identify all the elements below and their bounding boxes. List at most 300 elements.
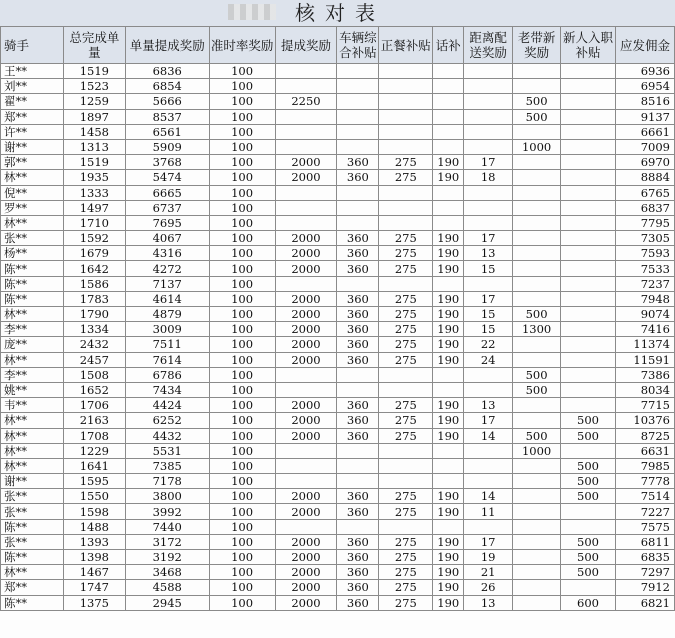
- cell-payable-amount: 7985: [615, 458, 674, 473]
- cell-total-orders: 1586: [63, 276, 125, 291]
- cell-payable-amount: 7533: [615, 261, 674, 276]
- cell-rider-name: 罗**: [1, 200, 64, 215]
- cell-order-commission: 5666: [125, 94, 209, 109]
- cell-newhire-subsidy: [561, 519, 616, 534]
- table-row: [1, 215, 675, 230]
- cell-total-orders: 1897: [63, 109, 125, 124]
- cell-order-commission: 2945: [125, 595, 209, 610]
- cell-distance-bonus: 13: [464, 246, 513, 261]
- cell-phone-subsidy: [433, 474, 464, 489]
- cell-referral-bonus: 1000: [513, 443, 561, 458]
- cell-order-commission: 4614: [125, 291, 209, 306]
- cell-commission-bonus: [275, 519, 337, 534]
- cell-phone-subsidy: [433, 109, 464, 124]
- cell-payable-amount: 7386: [615, 367, 674, 382]
- cell-ontime-bonus: 100: [209, 322, 275, 337]
- cell-meal-subsidy: 275: [379, 155, 433, 170]
- cell-rider-name: 杨**: [1, 246, 64, 261]
- cell-distance-bonus: [464, 367, 513, 382]
- cell-meal-subsidy: [379, 200, 433, 215]
- cell-total-orders: 1393: [63, 534, 125, 549]
- cell-total-orders: 1679: [63, 246, 125, 261]
- cell-meal-subsidy: 275: [379, 291, 433, 306]
- table-row: [1, 64, 675, 79]
- table-row: [1, 155, 675, 170]
- col-header-meal-subsidy: 正餐补贴: [379, 27, 433, 64]
- cell-referral-bonus: [513, 155, 561, 170]
- cell-commission-bonus: 2000: [275, 337, 337, 352]
- cell-commission-bonus: 2000: [275, 246, 337, 261]
- cell-vehicle-subsidy: 360: [337, 428, 379, 443]
- cell-phone-subsidy: [433, 367, 464, 382]
- table-row: [1, 595, 675, 610]
- cell-meal-subsidy: [379, 367, 433, 382]
- table-row: [1, 519, 675, 534]
- cell-meal-subsidy: 275: [379, 565, 433, 580]
- table-row: [1, 246, 675, 261]
- cell-meal-subsidy: [379, 64, 433, 79]
- cell-distance-bonus: [464, 458, 513, 473]
- cell-commission-bonus: [275, 474, 337, 489]
- cell-meal-subsidy: [379, 215, 433, 230]
- cell-referral-bonus: [513, 231, 561, 246]
- cell-vehicle-subsidy: [337, 382, 379, 397]
- cell-commission-bonus: [275, 79, 337, 94]
- cell-meal-subsidy: 275: [379, 595, 433, 610]
- cell-newhire-subsidy: [561, 124, 616, 139]
- cell-order-commission: 6252: [125, 413, 209, 428]
- cell-ontime-bonus: 100: [209, 79, 275, 94]
- cell-distance-bonus: 17: [464, 291, 513, 306]
- cell-meal-subsidy: 275: [379, 337, 433, 352]
- cell-newhire-subsidy: [561, 337, 616, 352]
- cell-rider-name: 林**: [1, 443, 64, 458]
- cell-phone-subsidy: 190: [433, 413, 464, 428]
- cell-total-orders: 1641: [63, 458, 125, 473]
- cell-order-commission: 7614: [125, 352, 209, 367]
- cell-phone-subsidy: 190: [433, 428, 464, 443]
- cell-newhire-subsidy: 500: [561, 565, 616, 580]
- cell-distance-bonus: 24: [464, 352, 513, 367]
- cell-vehicle-subsidy: [337, 200, 379, 215]
- cell-order-commission: 3192: [125, 550, 209, 565]
- cell-ontime-bonus: 100: [209, 580, 275, 595]
- cell-rider-name: 翟**: [1, 94, 64, 109]
- cell-referral-bonus: 500: [513, 382, 561, 397]
- cell-distance-bonus: [464, 519, 513, 534]
- cell-meal-subsidy: [379, 124, 433, 139]
- cell-commission-bonus: [275, 443, 337, 458]
- cell-rider-name: 郑**: [1, 109, 64, 124]
- cell-total-orders: 1652: [63, 382, 125, 397]
- cell-payable-amount: 6936: [615, 64, 674, 79]
- cell-newhire-subsidy: [561, 398, 616, 413]
- cell-newhire-subsidy: 500: [561, 534, 616, 549]
- cell-newhire-subsidy: [561, 261, 616, 276]
- cell-order-commission: 7137: [125, 276, 209, 291]
- cell-newhire-subsidy: [561, 79, 616, 94]
- cell-total-orders: 1710: [63, 215, 125, 230]
- cell-payable-amount: 7009: [615, 139, 674, 154]
- cell-rider-name: 林**: [1, 428, 64, 443]
- cell-rider-name: 林**: [1, 307, 64, 322]
- cell-referral-bonus: [513, 413, 561, 428]
- cell-order-commission: 3992: [125, 504, 209, 519]
- table-row: [1, 79, 675, 94]
- cell-payable-amount: 11374: [615, 337, 674, 352]
- cell-newhire-subsidy: 500: [561, 474, 616, 489]
- cell-payable-amount: 8725: [615, 428, 674, 443]
- cell-ontime-bonus: 100: [209, 246, 275, 261]
- cell-total-orders: 1642: [63, 261, 125, 276]
- cell-meal-subsidy: [379, 139, 433, 154]
- cell-commission-bonus: 2000: [275, 428, 337, 443]
- cell-vehicle-subsidy: [337, 109, 379, 124]
- cell-total-orders: 1519: [63, 155, 125, 170]
- cell-distance-bonus: 19: [464, 550, 513, 565]
- table-row: [1, 458, 675, 473]
- cell-phone-subsidy: [433, 94, 464, 109]
- cell-referral-bonus: 500: [513, 307, 561, 322]
- cell-ontime-bonus: 100: [209, 215, 275, 230]
- cell-distance-bonus: 15: [464, 322, 513, 337]
- cell-commission-bonus: 2000: [275, 534, 337, 549]
- cell-ontime-bonus: 100: [209, 550, 275, 565]
- cell-commission-bonus: 2000: [275, 155, 337, 170]
- cell-total-orders: 1313: [63, 139, 125, 154]
- cell-referral-bonus: [513, 398, 561, 413]
- cell-ontime-bonus: 100: [209, 352, 275, 367]
- cell-meal-subsidy: 275: [379, 428, 433, 443]
- cell-meal-subsidy: 275: [379, 550, 433, 565]
- cell-vehicle-subsidy: [337, 458, 379, 473]
- cell-referral-bonus: [513, 79, 561, 94]
- cell-phone-subsidy: 190: [433, 580, 464, 595]
- cell-payable-amount: 11591: [615, 352, 674, 367]
- cell-payable-amount: 6837: [615, 200, 674, 215]
- cell-rider-name: 倪**: [1, 185, 64, 200]
- cell-referral-bonus: [513, 200, 561, 215]
- cell-meal-subsidy: [379, 185, 433, 200]
- cell-order-commission: 3172: [125, 534, 209, 549]
- cell-vehicle-subsidy: 360: [337, 398, 379, 413]
- table-row: [1, 504, 675, 519]
- cell-newhire-subsidy: [561, 200, 616, 215]
- cell-newhire-subsidy: [561, 382, 616, 397]
- cell-rider-name: 姚**: [1, 382, 64, 397]
- cell-phone-subsidy: [433, 64, 464, 79]
- cell-rider-name: 庞**: [1, 337, 64, 352]
- cell-newhire-subsidy: [561, 139, 616, 154]
- cell-referral-bonus: [513, 246, 561, 261]
- cell-payable-amount: 8884: [615, 170, 674, 185]
- cell-phone-subsidy: 190: [433, 170, 464, 185]
- cell-ontime-bonus: 100: [209, 519, 275, 534]
- cell-total-orders: 1598: [63, 504, 125, 519]
- cell-rider-name: 李**: [1, 367, 64, 382]
- cell-referral-bonus: [513, 519, 561, 534]
- cell-commission-bonus: [275, 382, 337, 397]
- cell-vehicle-subsidy: 360: [337, 580, 379, 595]
- cell-total-orders: 1783: [63, 291, 125, 306]
- cell-distance-bonus: 13: [464, 595, 513, 610]
- cell-rider-name: 陈**: [1, 550, 64, 565]
- cell-newhire-subsidy: [561, 94, 616, 109]
- cell-payable-amount: 7778: [615, 474, 674, 489]
- table-row: [1, 139, 675, 154]
- cell-vehicle-subsidy: [337, 367, 379, 382]
- cell-meal-subsidy: 275: [379, 231, 433, 246]
- cell-vehicle-subsidy: [337, 139, 379, 154]
- cell-vehicle-subsidy: 360: [337, 307, 379, 322]
- cell-referral-bonus: 500: [513, 94, 561, 109]
- cell-referral-bonus: [513, 337, 561, 352]
- col-header-payable: 应发佣金: [615, 27, 674, 64]
- cell-order-commission: 6836: [125, 64, 209, 79]
- cell-total-orders: 1706: [63, 398, 125, 413]
- table-row: [1, 580, 675, 595]
- cell-commission-bonus: [275, 185, 337, 200]
- cell-total-orders: 1458: [63, 124, 125, 139]
- cell-phone-subsidy: 190: [433, 534, 464, 549]
- cell-order-commission: 7434: [125, 382, 209, 397]
- cell-total-orders: 2457: [63, 352, 125, 367]
- cell-order-commission: 6665: [125, 185, 209, 200]
- cell-commission-bonus: [275, 367, 337, 382]
- cell-vehicle-subsidy: 360: [337, 352, 379, 367]
- cell-commission-bonus: 2000: [275, 261, 337, 276]
- cell-commission-bonus: [275, 215, 337, 230]
- cell-order-commission: 7178: [125, 474, 209, 489]
- cell-rider-name: 陈**: [1, 595, 64, 610]
- cell-meal-subsidy: 275: [379, 398, 433, 413]
- cell-distance-bonus: [464, 200, 513, 215]
- table-row: [1, 291, 675, 306]
- cell-vehicle-subsidy: 360: [337, 504, 379, 519]
- cell-referral-bonus: [513, 276, 561, 291]
- cell-payable-amount: 6765: [615, 185, 674, 200]
- cell-vehicle-subsidy: 360: [337, 413, 379, 428]
- cell-distance-bonus: 21: [464, 565, 513, 580]
- cell-distance-bonus: [464, 474, 513, 489]
- cell-ontime-bonus: 100: [209, 474, 275, 489]
- cell-vehicle-subsidy: 360: [337, 231, 379, 246]
- cell-distance-bonus: [464, 185, 513, 200]
- cell-payable-amount: 7715: [615, 398, 674, 413]
- cell-rider-name: 韦**: [1, 398, 64, 413]
- cell-payable-amount: 7948: [615, 291, 674, 306]
- cell-rider-name: 林**: [1, 458, 64, 473]
- cell-newhire-subsidy: 500: [561, 458, 616, 473]
- cell-meal-subsidy: 275: [379, 489, 433, 504]
- cell-newhire-subsidy: 500: [561, 489, 616, 504]
- table-row: [1, 276, 675, 291]
- cell-referral-bonus: 500: [513, 109, 561, 124]
- cell-phone-subsidy: [433, 185, 464, 200]
- cell-ontime-bonus: 100: [209, 504, 275, 519]
- cell-newhire-subsidy: [561, 64, 616, 79]
- cell-meal-subsidy: 275: [379, 413, 433, 428]
- cell-meal-subsidy: 275: [379, 246, 433, 261]
- cell-payable-amount: 7912: [615, 580, 674, 595]
- cell-rider-name: 张**: [1, 489, 64, 504]
- cell-rider-name: 林**: [1, 413, 64, 428]
- cell-order-commission: 6786: [125, 367, 209, 382]
- cell-meal-subsidy: [379, 519, 433, 534]
- cell-meal-subsidy: [379, 382, 433, 397]
- cell-ontime-bonus: 100: [209, 595, 275, 610]
- table-row: [1, 398, 675, 413]
- table-row: [1, 352, 675, 367]
- cell-ontime-bonus: 100: [209, 291, 275, 306]
- cell-total-orders: 1523: [63, 79, 125, 94]
- table-row: [1, 231, 675, 246]
- cell-payable-amount: 6835: [615, 550, 674, 565]
- cell-referral-bonus: [513, 595, 561, 610]
- cell-distance-bonus: 18: [464, 170, 513, 185]
- cell-total-orders: 1334: [63, 322, 125, 337]
- cell-newhire-subsidy: [561, 276, 616, 291]
- cell-newhire-subsidy: [561, 352, 616, 367]
- cell-vehicle-subsidy: [337, 124, 379, 139]
- cell-order-commission: 7385: [125, 458, 209, 473]
- cell-commission-bonus: 2000: [275, 398, 337, 413]
- cell-newhire-subsidy: [561, 443, 616, 458]
- cell-referral-bonus: [513, 170, 561, 185]
- cell-vehicle-subsidy: [337, 185, 379, 200]
- cell-total-orders: 1508: [63, 367, 125, 382]
- table-row: [1, 367, 675, 382]
- cell-ontime-bonus: 100: [209, 307, 275, 322]
- cell-vehicle-subsidy: 360: [337, 550, 379, 565]
- cell-vehicle-subsidy: 360: [337, 595, 379, 610]
- table-row: [1, 124, 675, 139]
- cell-referral-bonus: [513, 565, 561, 580]
- cell-phone-subsidy: 190: [433, 231, 464, 246]
- cell-distance-bonus: [464, 443, 513, 458]
- cell-ontime-bonus: 100: [209, 443, 275, 458]
- cell-rider-name: 许**: [1, 124, 64, 139]
- cell-ontime-bonus: 100: [209, 155, 275, 170]
- cell-ontime-bonus: 100: [209, 261, 275, 276]
- cell-referral-bonus: [513, 504, 561, 519]
- cell-phone-subsidy: [433, 215, 464, 230]
- cell-order-commission: 3800: [125, 489, 209, 504]
- table-row: [1, 337, 675, 352]
- cell-meal-subsidy: 275: [379, 580, 433, 595]
- cell-ontime-bonus: 100: [209, 231, 275, 246]
- cell-commission-bonus: 2000: [275, 595, 337, 610]
- cell-commission-bonus: 2000: [275, 170, 337, 185]
- table-row: [1, 307, 675, 322]
- cell-meal-subsidy: 275: [379, 352, 433, 367]
- table-row: [1, 489, 675, 504]
- table-row: [1, 474, 675, 489]
- table-row: [1, 94, 675, 109]
- table-row: [1, 322, 675, 337]
- cell-phone-subsidy: [433, 124, 464, 139]
- cell-order-commission: 4879: [125, 307, 209, 322]
- col-header-total-orders: 总完成单量: [63, 27, 125, 64]
- cell-order-commission: 3468: [125, 565, 209, 580]
- cell-referral-bonus: 1300: [513, 322, 561, 337]
- cell-total-orders: 1259: [63, 94, 125, 109]
- cell-meal-subsidy: 275: [379, 307, 433, 322]
- cell-newhire-subsidy: [561, 580, 616, 595]
- col-header-order-commission: 单量提成奖励: [125, 27, 209, 64]
- cell-commission-bonus: [275, 124, 337, 139]
- cell-payable-amount: 6821: [615, 595, 674, 610]
- table-row: [1, 565, 675, 580]
- col-header-distance-bonus: 距离配送奖励: [464, 27, 513, 64]
- cell-commission-bonus: 2000: [275, 352, 337, 367]
- table-row: [1, 261, 675, 276]
- cell-distance-bonus: 26: [464, 580, 513, 595]
- cell-ontime-bonus: 100: [209, 413, 275, 428]
- cell-commission-bonus: 2000: [275, 322, 337, 337]
- cell-meal-subsidy: [379, 443, 433, 458]
- cell-payable-amount: 10376: [615, 413, 674, 428]
- cell-meal-subsidy: 275: [379, 504, 433, 519]
- cell-order-commission: 4432: [125, 428, 209, 443]
- cell-phone-subsidy: 190: [433, 246, 464, 261]
- cell-distance-bonus: [464, 124, 513, 139]
- table-row: [1, 428, 675, 443]
- table-row: [1, 534, 675, 549]
- cell-order-commission: 7695: [125, 215, 209, 230]
- table-body: [1, 64, 675, 611]
- cell-distance-bonus: 15: [464, 307, 513, 322]
- cell-ontime-bonus: 100: [209, 64, 275, 79]
- cell-commission-bonus: [275, 458, 337, 473]
- cell-rider-name: 陈**: [1, 291, 64, 306]
- cell-commission-bonus: 2000: [275, 307, 337, 322]
- cell-rider-name: 林**: [1, 352, 64, 367]
- cell-newhire-subsidy: 500: [561, 550, 616, 565]
- cell-commission-bonus: 2000: [275, 504, 337, 519]
- cell-rider-name: 陈**: [1, 276, 64, 291]
- cell-vehicle-subsidy: [337, 276, 379, 291]
- header-row: [1, 27, 675, 64]
- cell-newhire-subsidy: [561, 215, 616, 230]
- cell-phone-subsidy: 190: [433, 565, 464, 580]
- cell-vehicle-subsidy: 360: [337, 322, 379, 337]
- cell-order-commission: 8537: [125, 109, 209, 124]
- cell-meal-subsidy: 275: [379, 261, 433, 276]
- cell-meal-subsidy: [379, 94, 433, 109]
- cell-commission-bonus: [275, 139, 337, 154]
- cell-commission-bonus: 2000: [275, 550, 337, 565]
- cell-distance-bonus: 11: [464, 504, 513, 519]
- cell-meal-subsidy: [379, 276, 433, 291]
- cell-ontime-bonus: 100: [209, 276, 275, 291]
- cell-vehicle-subsidy: [337, 215, 379, 230]
- cell-ontime-bonus: 100: [209, 200, 275, 215]
- cell-rider-name: 郭**: [1, 155, 64, 170]
- cell-newhire-subsidy: [561, 367, 616, 382]
- cell-ontime-bonus: 100: [209, 367, 275, 382]
- cell-vehicle-subsidy: 360: [337, 534, 379, 549]
- cell-vehicle-subsidy: [337, 474, 379, 489]
- table-row: [1, 109, 675, 124]
- cell-commission-bonus: 2000: [275, 580, 337, 595]
- redacted-logo: [228, 4, 276, 20]
- cell-vehicle-subsidy: 360: [337, 170, 379, 185]
- cell-order-commission: 6737: [125, 200, 209, 215]
- col-header-ontime-bonus: 准时率奖励: [209, 27, 275, 64]
- cell-payable-amount: 8516: [615, 94, 674, 109]
- cell-payable-amount: 7297: [615, 565, 674, 580]
